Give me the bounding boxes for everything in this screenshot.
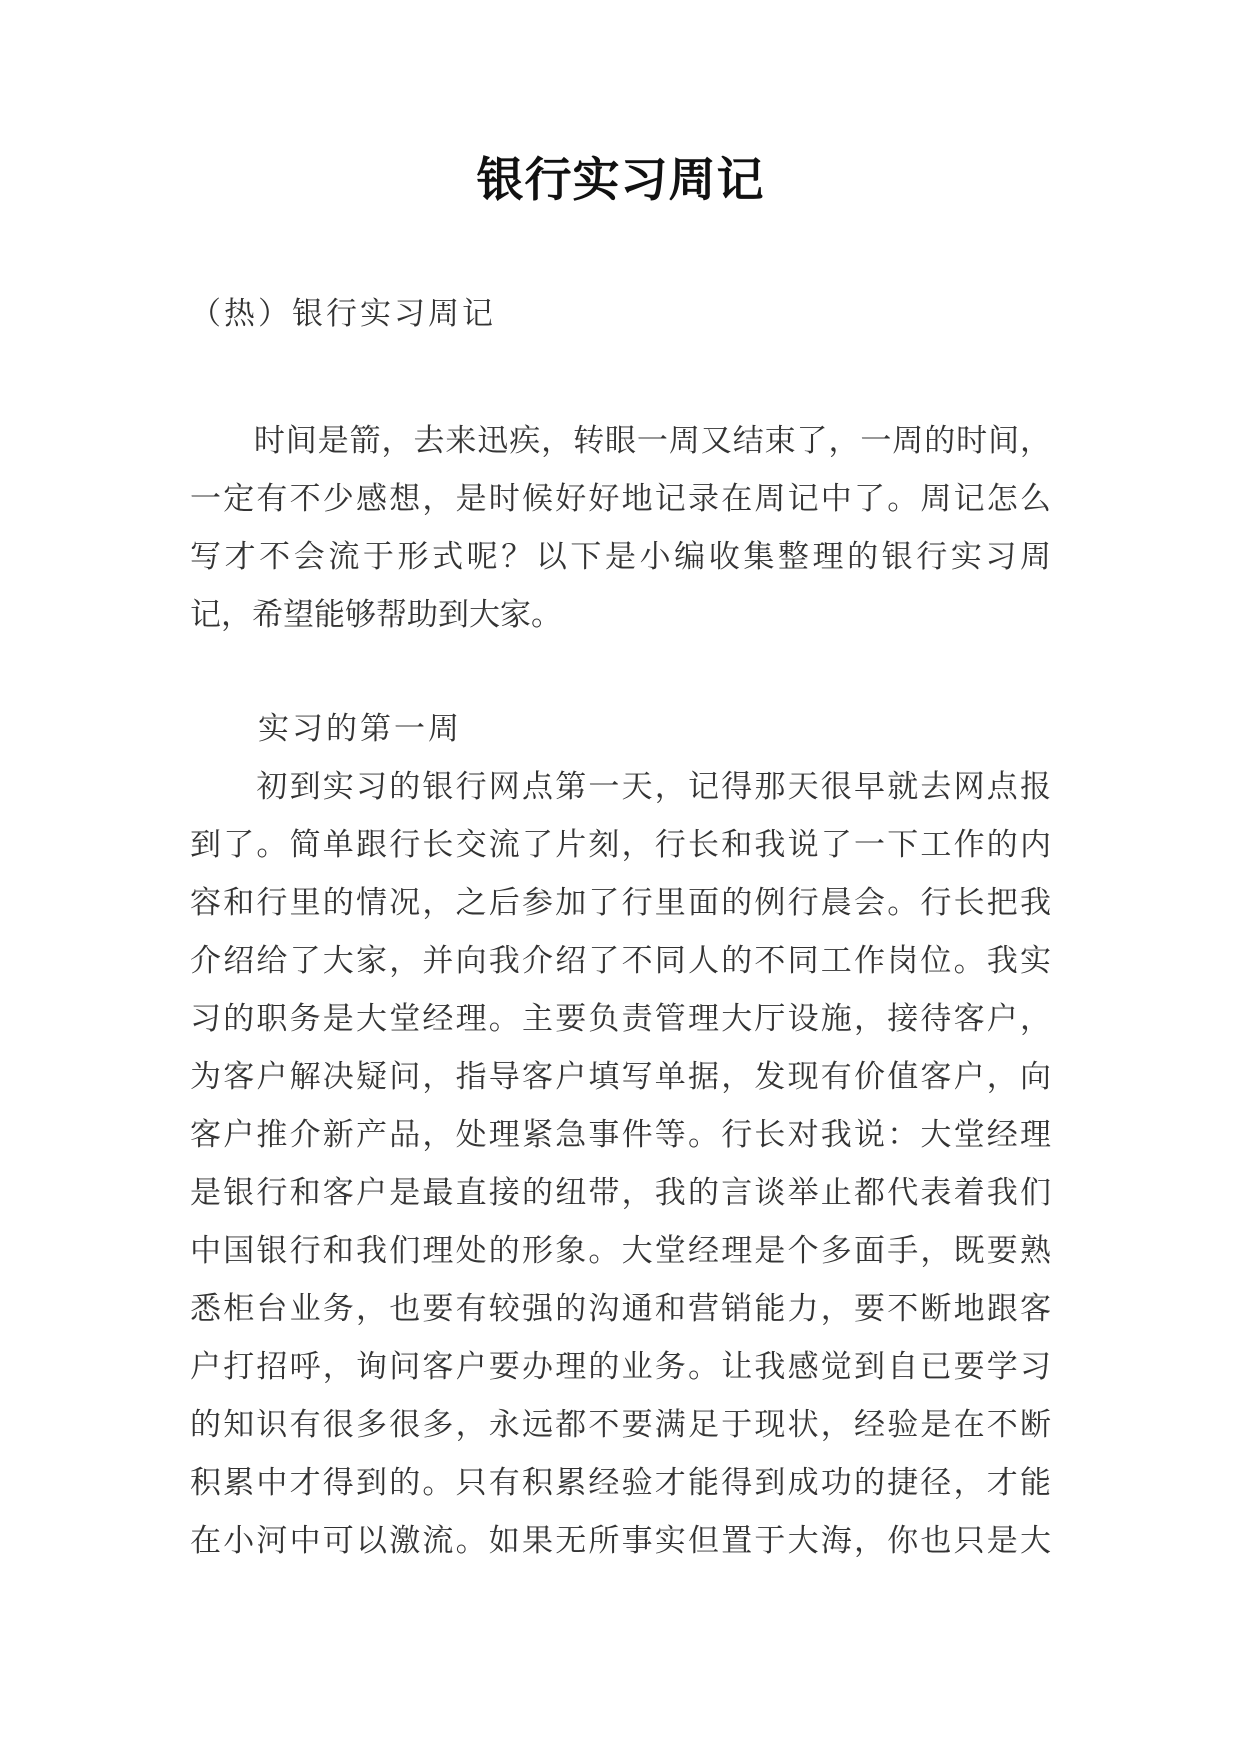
document-subtitle: （热）银行实习周记 bbox=[190, 296, 496, 332]
body-line: 客户推介新产品，处理紧急事件等。行长对我说：大堂经理 bbox=[190, 1117, 1051, 1153]
body-line: 初到实习的银行网点第一天，记得那天很早就去网点报 bbox=[190, 769, 1051, 805]
body-line: 介绍给了大家，并向我介绍了不同人的不同工作岗位。我实 bbox=[190, 943, 1051, 979]
body-line: 容和行里的情况，之后参加了行里面的例行晨会。行长把我 bbox=[190, 885, 1051, 921]
body-line: 户打招呼，询问客户要办理的业务。让我感觉到自已要学习 bbox=[190, 1349, 1051, 1385]
body-line: 中国银行和我们理处的形象。大堂经理是个多面手，既要熟 bbox=[190, 1233, 1051, 1269]
body-line: 为客户解决疑问，指导客户填写单据，发现有价值客户，向 bbox=[190, 1059, 1051, 1095]
body-line: 在小河中可以激流。如果无所事实但置于大海，你也只是大 bbox=[190, 1523, 1051, 1559]
body-paragraph bbox=[190, 758, 1051, 1570]
body-line: 的知识有很多很多，永远都不要满足于现状，经验是在不断 bbox=[190, 1407, 1051, 1443]
body-line: 到了。简单跟行长交流了片刻，行长和我说了一下工作的内 bbox=[190, 827, 1051, 863]
intro-line: 一定有不少感想，是时候好好地记录在周记中了。周记怎么 bbox=[190, 481, 1051, 517]
document-title: 银行实习周记 bbox=[476, 153, 765, 208]
body-line: 是银行和客户是最直接的纽带，我的言谈举止都代表着我们 bbox=[190, 1175, 1051, 1211]
intro-line: 写才不会流于形式呢？以下是小编收集整理的银行实习周 bbox=[190, 539, 1051, 575]
section-heading: 实习的第一周 bbox=[258, 711, 462, 747]
body-line: 积累中才得到的。只有积累经验才能得到成功的捷径，才能 bbox=[190, 1465, 1051, 1501]
body-line: 悉柜台业务，也要有较强的沟通和营销能力，要不断地跟客 bbox=[190, 1291, 1051, 1327]
intro-paragraph bbox=[190, 412, 1051, 644]
intro-line: 时间是箭，去来迅疾，转眼一周又结束了，一周的时间， bbox=[190, 423, 1051, 459]
body-line: 习的职务是大堂经理。主要负责管理大厅设施，接待客户， bbox=[190, 1001, 1051, 1037]
intro-line: 记，希望能够帮助到大家。 bbox=[190, 597, 562, 633]
